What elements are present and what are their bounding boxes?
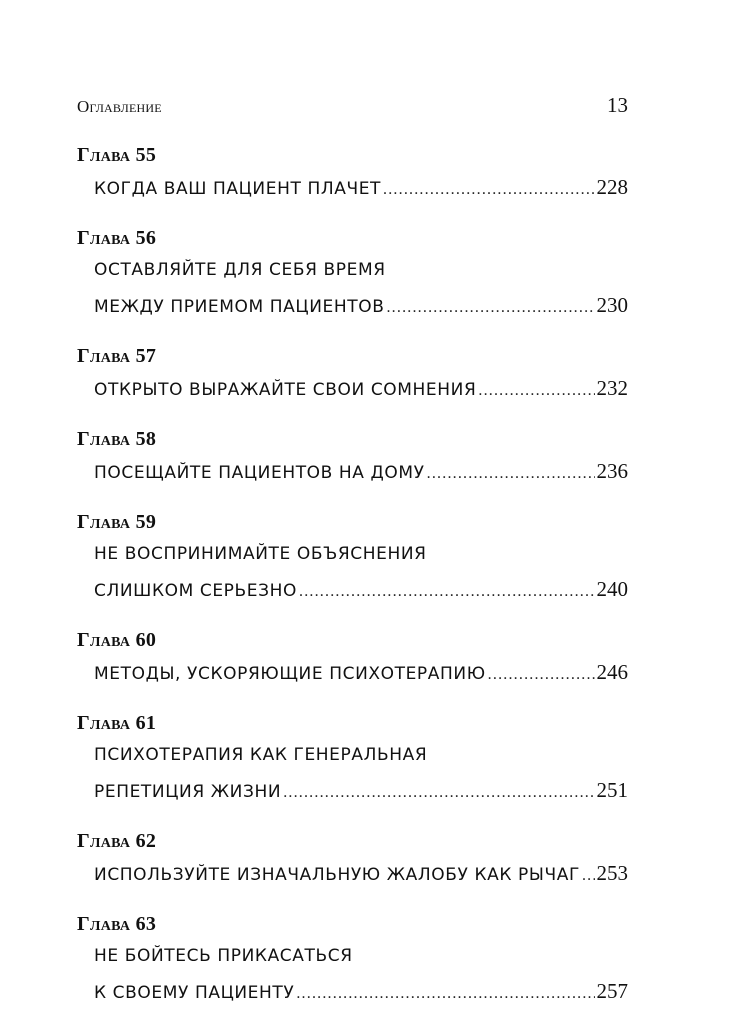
dot-leader — [488, 657, 595, 692]
chapter-heading: Глава 57 — [77, 345, 157, 367]
dot-leader — [296, 976, 594, 1011]
running-title: Оглавление — [77, 97, 162, 116]
chapter-page: 253 — [596, 861, 628, 885]
chapter-title-line: НЕ БОЙТЕСЬ ПРИКАСАТЬСЯ — [94, 946, 353, 966]
chapter-page: 240 — [596, 577, 628, 601]
chapter-title-line: НЕ ВОСПРИНИМАЙТЕ ОБЪЯСНЕНИЯ — [94, 544, 427, 564]
toc-chapter-57 — [77, 341, 628, 406]
chapter-heading: Глава 63 — [77, 913, 157, 935]
toc-chapter-59 — [77, 507, 628, 607]
chapter-title-line: ОСТАВЛЯЙТЕ ДЛЯ СЕБЯ ВРЕМЯ — [94, 260, 386, 280]
chapter-heading: Глава 56 — [77, 227, 157, 249]
chapter-title: ПОСЕЩАЙТЕ ПАЦИЕНТОВ НА ДОМУ — [94, 463, 425, 483]
chapter-title: МЕЖДУ ПРИЕМОМ ПАЦИЕНТОВ — [94, 297, 385, 317]
dot-leader — [582, 858, 595, 893]
chapter-title: РЕПЕТИЦИЯ ЖИЗНИ — [94, 782, 282, 802]
toc-entry[interactable] — [94, 856, 628, 891]
chapter-title: ИСПОЛЬЗУЙТЕ ИЗНАЧАЛЬНУЮ ЖАЛОБУ КАК РЫЧАГ — [94, 865, 580, 885]
chapter-heading: Глава 58 — [77, 428, 157, 450]
chapter-heading: Глава 61 — [77, 712, 157, 734]
chapter-title: СЛИШКОМ СЕРЬЕЗНО — [94, 581, 297, 601]
toc-entry[interactable] — [94, 454, 628, 489]
toc-chapter-61 — [77, 708, 628, 808]
toc-chapter-56 — [77, 223, 628, 323]
chapter-title: КОГДА ВАШ ПАЦИЕНТ ПЛАЧЕТ — [94, 179, 382, 199]
toc-entry[interactable] — [94, 572, 628, 607]
table-of-contents — [77, 140, 628, 1009]
chapter-page: 228 — [596, 175, 628, 199]
toc-chapter-62 — [77, 826, 628, 891]
toc-entry[interactable] — [94, 288, 628, 323]
toc-chapter-55 — [77, 140, 628, 205]
chapter-page: 232 — [596, 376, 628, 400]
chapter-title: ОТКРЫТО ВЫРАЖАЙТЕ СВОИ СОМНЕНИЯ — [94, 380, 477, 400]
dot-leader — [283, 775, 594, 810]
chapter-heading: Глава 62 — [77, 830, 157, 852]
toc-entry[interactable] — [94, 773, 628, 808]
chapter-page: 251 — [596, 778, 628, 802]
chapter-page: 246 — [596, 660, 628, 684]
chapter-page: 230 — [596, 293, 628, 317]
dot-leader — [383, 172, 594, 207]
dot-leader — [478, 373, 594, 408]
chapter-title-line: ПСИХОТЕРАПИЯ КАК ГЕНЕРАЛЬНАЯ — [94, 745, 428, 765]
dot-leader — [299, 574, 595, 609]
chapter-page: 257 — [596, 979, 628, 1003]
page-number: 13 — [607, 93, 628, 117]
running-head — [77, 93, 628, 121]
dot-leader — [386, 290, 594, 325]
chapter-page: 236 — [596, 459, 628, 483]
chapter-heading: Глава 59 — [77, 511, 157, 533]
toc-entry[interactable] — [94, 974, 628, 1009]
toc-chapter-60 — [77, 625, 628, 690]
toc-chapter-58 — [77, 424, 628, 489]
dot-leader — [427, 456, 595, 491]
chapter-title: МЕТОДЫ, УСКОРЯЮЩИЕ ПСИХОТЕРАПИЮ — [94, 664, 486, 684]
toc-entry[interactable] — [94, 655, 628, 690]
chapter-heading: Глава 55 — [77, 144, 157, 166]
chapter-title: К СВОЕМУ ПАЦИЕНТУ — [94, 983, 295, 1003]
chapter-heading: Глава 60 — [77, 629, 157, 651]
toc-entry[interactable] — [94, 170, 628, 205]
toc-entry[interactable] — [94, 371, 628, 406]
toc-chapter-63 — [77, 909, 628, 1009]
